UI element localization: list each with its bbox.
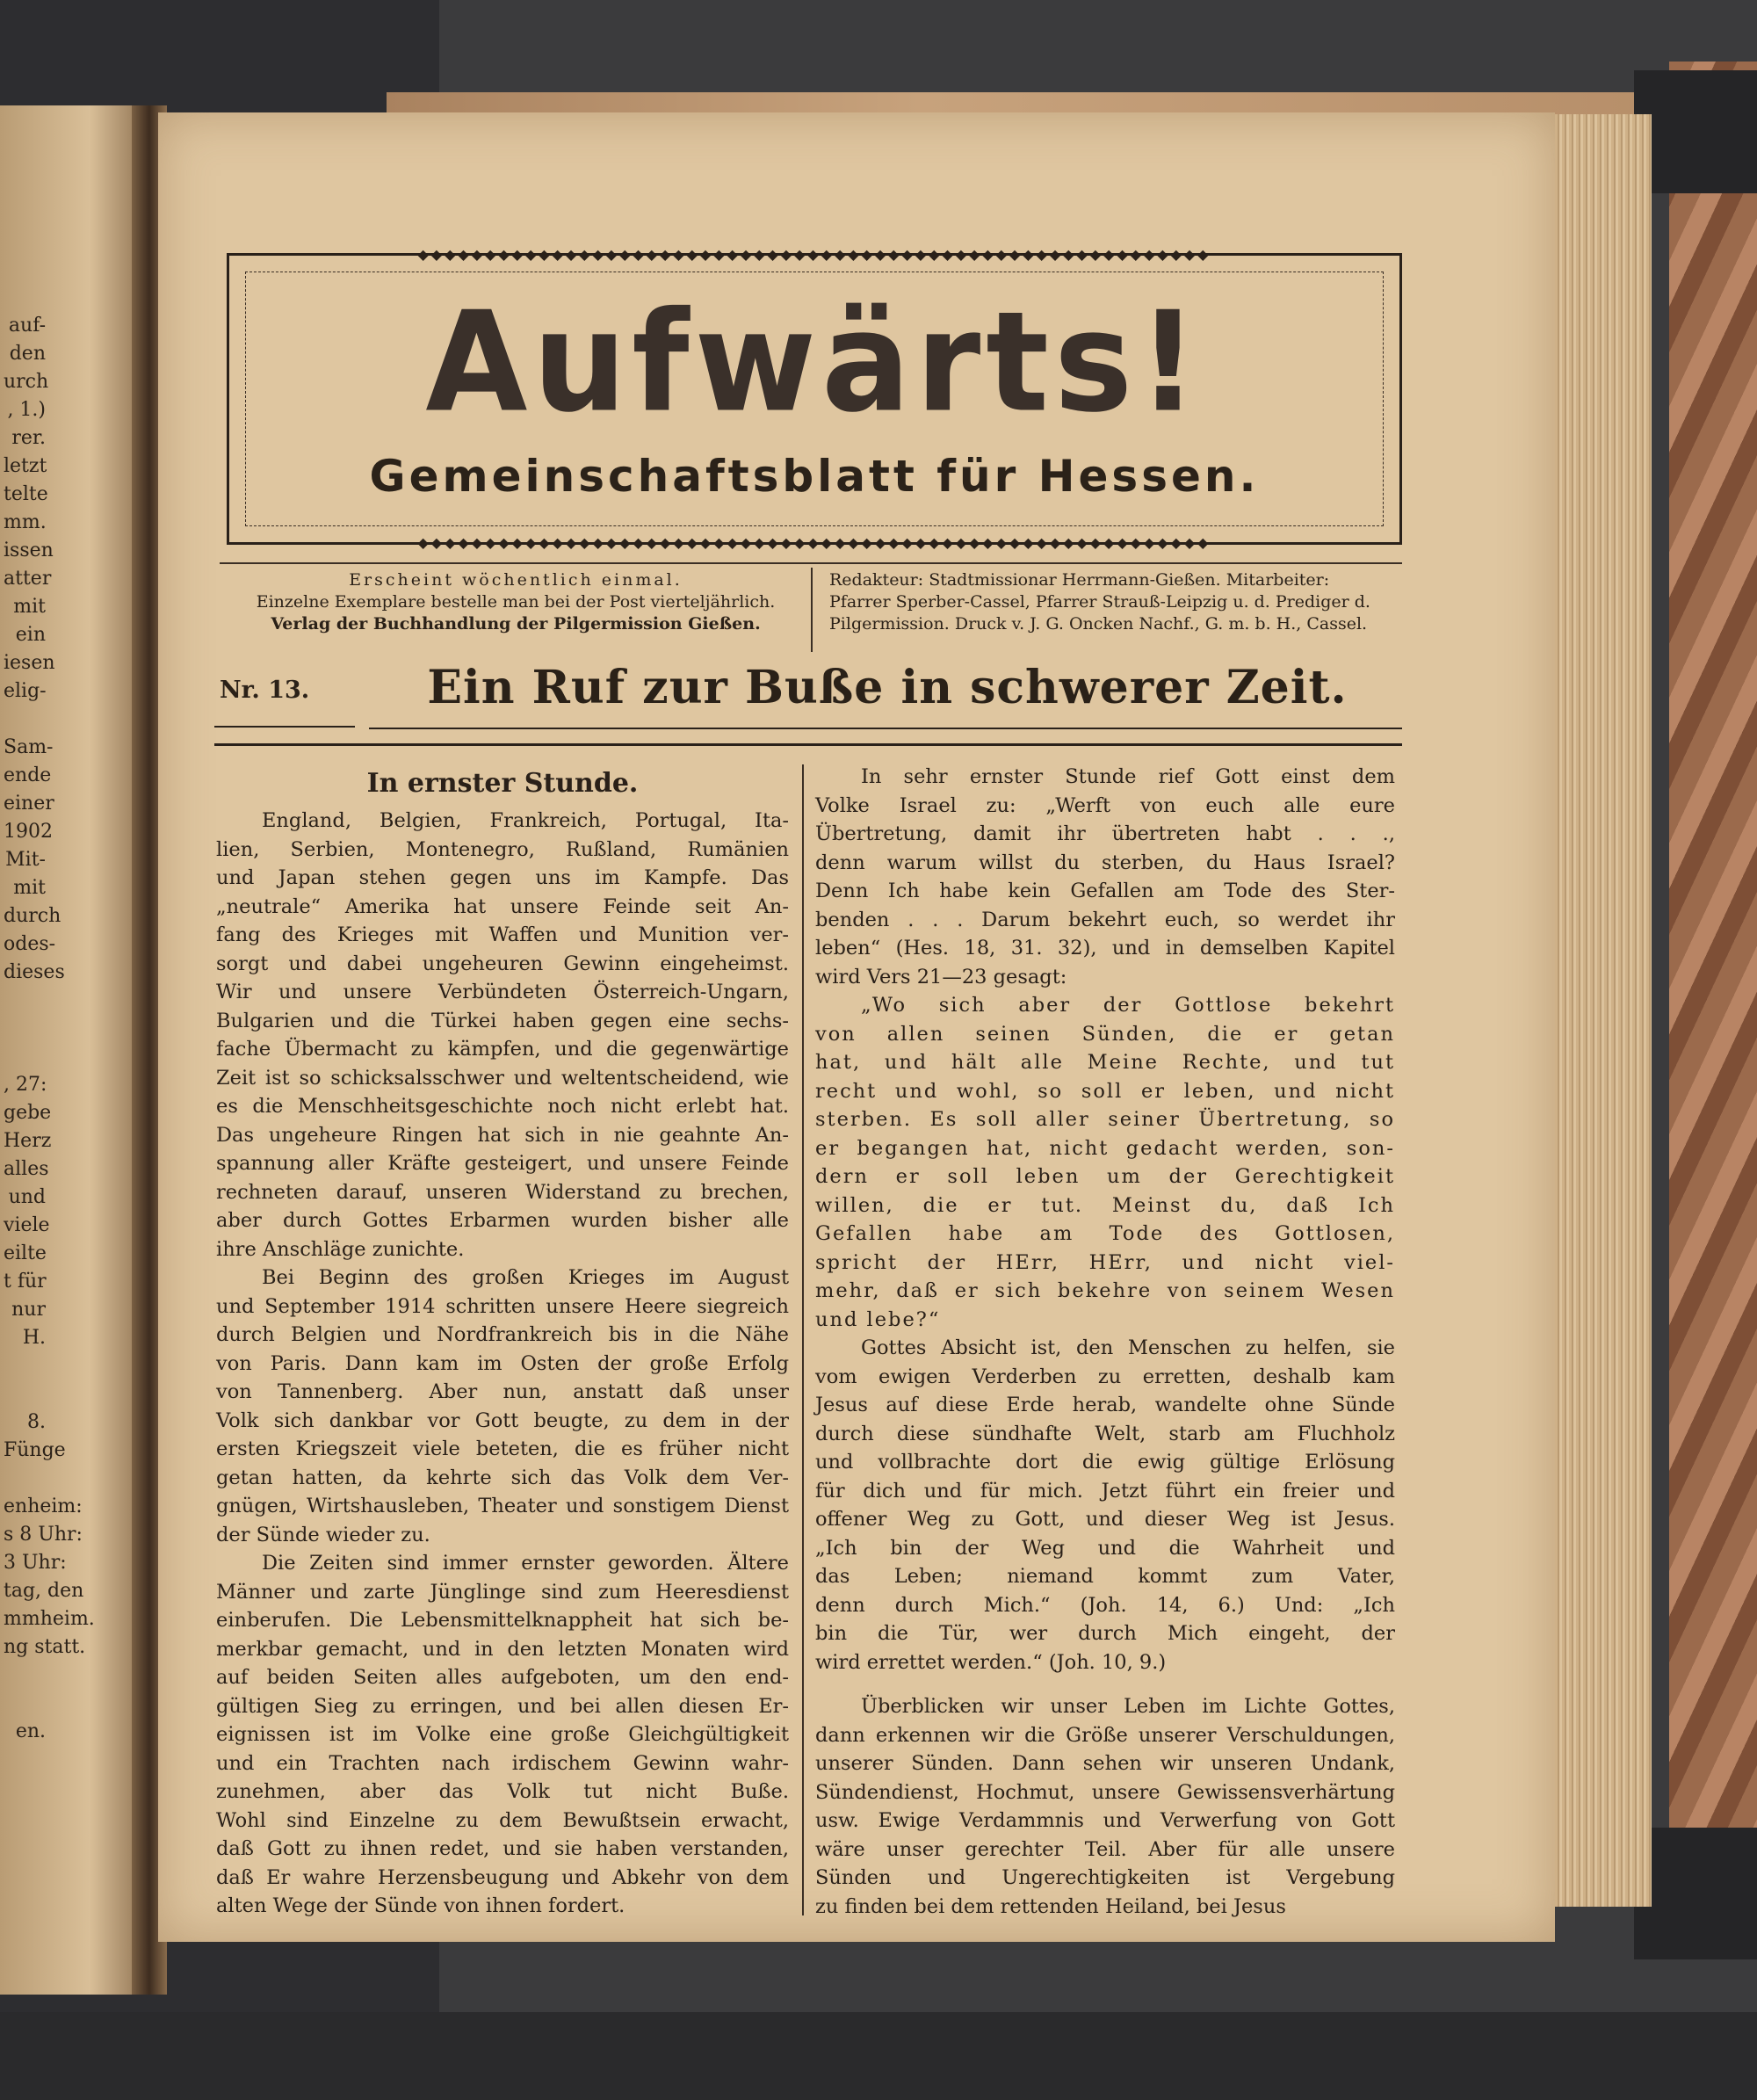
left-fragment-line: , 1.) [7,399,46,421]
headline-rule-bottom [214,743,1402,746]
article-line: Denn Ich habe kein Gefallen am Tode des Ster- [815,880,1395,902]
cover-corner-bottom [1634,1828,1757,1959]
article-line: fache Übermacht zu kämpfen, und die gegenwärtige [216,1038,789,1061]
article-line: aber durch Gottes Erbarmen wurden bisher alle [216,1209,789,1232]
headline-rule-left [214,726,355,728]
article-line: vom ewigen Verderben zu erretten, deshalb kam [815,1365,1395,1388]
article-line: Überblicken wir unser Leben im Lichte Gottes, [861,1695,1395,1718]
column-divider [802,764,804,1915]
left-fragment-line: issen [4,539,54,561]
left-fragment-line: elig- [4,680,47,702]
left-fragment-line: urch [4,371,49,393]
cover-corner-top [1634,70,1757,193]
article-line: recht und wohl, so soll er leben, und nicht [815,1079,1395,1103]
publication-frequency: Erscheint wöchentlich einmal. [349,570,683,590]
left-fragment-line: t für [4,1271,47,1293]
article-line: sterben. Es soll aller seiner Übertretung, so [815,1108,1395,1131]
article-line: eignissen ist im Volke eine große Gleichgültigkeit [216,1723,789,1746]
article-line: zu finden bei dem rettenden Heiland, bei Jesus [815,1894,1286,1918]
newspaper-subtitle: Gemeinschaftsblatt für Hessen. [369,451,1260,502]
article-line: bin die Tür, wer durch Mich eingeht, der [815,1622,1395,1645]
article-line: Gottes Absicht ist, den Menschen zu helfen, sie [861,1336,1395,1359]
issue-number: Nr. 13. [220,677,310,704]
left-fragment-line: ein [15,624,46,646]
left-fragment-line: mit [13,596,46,618]
article-line: einberufen. Die Lebensmittelknappheit hat sich be- [216,1609,789,1632]
contributors-line: Pfarrer Sperber-Cassel, Pfarrer Strauß-Leipzig u. d. Prediger d. [829,592,1370,612]
left-fragment-line [4,1015,46,1043]
article-line: daß Er wahre Herzensbeugung und Abkehr von dem [216,1865,789,1889]
left-fragment-line: atter [4,568,52,590]
article-line: wäre unser gerechter Teil. Aber für alle unsere [815,1837,1395,1861]
article-line: durch diese sündhafte Welt, starb am Fluchholz [815,1422,1395,1445]
article-line: fang des Krieges mit Waffen und Munition ver- [216,923,789,946]
left-fragment-line: nur [11,1299,46,1321]
left-page [0,105,149,1995]
article-line: hat, und hält alle Meine Rechte, und tut [815,1051,1395,1074]
article-line: durch Belgien und Nordfrankreich bis in die Nähe [216,1323,789,1346]
article-line: „neutrale“ Amerika hat unsere Feinde seit An- [216,894,789,918]
headline: Ein Ruf zur Buße in schwerer Zeit. [427,661,1348,714]
left-fragment-line [4,1352,46,1380]
right-column-text [815,763,1395,1921]
left-fragment-line: 8. [27,1411,46,1433]
article-column-left [216,766,789,1921]
left-fragment-line: , 27: [4,1074,47,1096]
masthead-ornament-top: ◆◆◆◆◆◆◆◆◆◆◆◆◆◆◆◆◆◆◆◆◆◆◆◆◆◆◆◆◆◆◆◆◆◆◆◆◆◆◆◆◆◆◆◆◆◆◆◆◆◆◆◆◆◆◆◆◆◆◆ [417,246,1211,263]
left-fragment-line [4,1043,46,1071]
left-fragment-line: en. [15,1720,46,1742]
publication-info [230,569,801,635]
info-top-rule [220,562,1402,564]
article-line: willen, die er tut. Meinst du, daß Ich [815,1193,1395,1217]
left-fragment-line: odes- [4,933,56,955]
article-line: Die Zeiten sind immer ernster geworden. Ältere [262,1552,789,1575]
article-line: Sündendienst, Hochmut, unsere Gewissensverhärtung [815,1780,1395,1804]
left-fragment-line: alles [4,1158,49,1180]
article-line: „Ich bin der Weg und die Wahrheit und [815,1536,1395,1560]
article-line: gnügen, Wirtshausleben, Theater und sonstigem Dienst [216,1495,789,1517]
article-line: lien, Serbien, Montenegro, Rußland, Rumänien [216,837,789,861]
left-fragment-line: einer [4,793,54,815]
article-line: denn warum willst du sterben, du Haus Israel? [815,851,1395,874]
article-line: es die Menschheitsgeschichte noch nicht erlebt hat. [216,1095,789,1118]
article-line: ihre Anschläge zunichte. [216,1237,465,1261]
left-fragment-line [4,987,46,1015]
section-heading: In ernster Stunde. [366,768,639,799]
left-fragment-line: durch [4,905,61,927]
left-fragment-line: mit [13,877,46,899]
left-fragment-line [4,1380,46,1408]
left-fragment-line [4,1690,46,1718]
article-line: dann erkennen wir die Größe unserer Verschuldungen, [815,1723,1395,1747]
article-line: das Leben; niemand kommt zum Vater, [815,1565,1395,1588]
headline-rule-right [369,728,1402,729]
article-line: er begangen hat, nicht gedacht werden, son- [815,1136,1395,1160]
article-line: In sehr ernster Stunde rief Gott einst dem [861,765,1395,788]
left-fragment-line: mmheim. [4,1608,95,1630]
masthead-frame [227,246,1402,551]
article-line: Das ungeheure Ringen hat sich in nie geahnte An- [216,1123,789,1147]
article-line: sorgt und dabei ungeheuren Gewinn eingeheimst. [216,952,789,975]
article-line: Jesus auf diese Erde herab, wandelte ohne Sünde [815,1394,1395,1416]
article-line: Wir und unsere Verbündeten Österreich-Ungarn, [216,981,789,1003]
left-fragment-line: 1902 [4,821,53,843]
article-line: von Tannenberg. Aber nun, anstatt daß unser [216,1380,789,1403]
article-line: spricht der HErr, HErr, und nicht viel- [815,1250,1395,1274]
article-line: benden . . . Darum bekehrt euch, so werdet ihr [815,908,1395,931]
article-line: mehr, daß er sich bekehre von seinem Wesen [815,1279,1395,1302]
article-line: Sünden und Ungerechtigkeiten ist Vergebung [815,1866,1395,1889]
publisher: Verlag der Buchhandlung der Pilgermission Gießen. [271,614,761,634]
article-line: dern er soll leben um der Gerechtigkeit [815,1165,1395,1188]
article-line: merkbar gemacht, und in den letzten Monaten wird [216,1637,789,1661]
article-line: Übertretung, damit ihr übertreten habt . . ., [815,822,1395,845]
article-line: ersten Kriegszeit viele beteten, die es früher nicht [216,1437,789,1460]
left-fragment-line: H. [22,1327,46,1349]
editor-line: Redakteur: Stadtmissionar Herrmann-Gießen. Mitarbeiter: [829,570,1330,590]
marbled-cover [1669,62,1757,1959]
article-line: denn durch Mich.“ (Joh. 14, 6.) Und: „Ich [815,1593,1395,1617]
left-fragment-line: dieses [4,961,65,983]
left-fragment-line [4,706,46,734]
masthead-ornament-bottom: ◆◆◆◆◆◆◆◆◆◆◆◆◆◆◆◆◆◆◆◆◆◆◆◆◆◆◆◆◆◆◆◆◆◆◆◆◆◆◆◆◆◆◆◆◆◆◆◆◆◆◆◆◆◆◆◆◆◆◆ [417,534,1211,551]
article-line: spannung aller Kräfte gesteigert, und unsere Feinde [216,1152,789,1175]
subscription-note: Einzelne Exemplare bestelle man bei der Post vierteljährlich. [256,592,776,612]
article-line: daß Gott zu ihnen redet, und sie haben verstanden, [216,1837,789,1860]
editorial-info [829,569,1400,635]
article-line: für dich und für mich. Jetzt führt ein freier und [815,1479,1395,1503]
article-column-right [815,763,1395,1921]
left-fragment-line: letzt [4,455,47,477]
article-line: rechneten darauf, unseren Widerstand zu brechen, [216,1180,789,1204]
article-line: getan hatten, da kehrte sich das Volk dem Ver- [216,1466,789,1489]
newspaper-title: Aufwärts! [425,282,1204,444]
article-line: von Paris. Dann kam im Osten der große Erfolg [216,1351,789,1375]
paragraph-gap [815,1676,1395,1692]
article-line: gültigen Sieg zu erringen, und bei allen diesen Er- [216,1694,789,1718]
left-fragment-line: Mit- [5,849,46,871]
left-fragment-line: Herz [4,1130,52,1152]
left-fragment-line: viele [4,1214,50,1236]
article-line: auf beiden Seiten alles aufgeboten, um den end- [216,1666,789,1689]
left-fragment-line: mm. [4,511,47,533]
left-fragment-line: gebe [4,1102,52,1124]
page-edges [1555,114,1652,1907]
left-fragment-line: eilte [4,1242,47,1264]
left-fragment-line: ende [4,764,52,786]
left-page-text-fragment [4,312,95,1746]
left-fragment-line [4,1662,46,1690]
article-line: und lebe?“ [815,1307,941,1331]
info-divider [811,568,813,652]
left-fragment-line: und [8,1186,46,1208]
left-fragment-line: enheim: [4,1495,83,1517]
article-line: Wohl sind Einzelne zu dem Bewußtsein erwacht, [216,1808,789,1832]
article-line: der Sünde wieder zu. [216,1523,430,1546]
article-line: wird errettet werden.“ (Joh. 10, 9.) [815,1650,1167,1674]
article-line: Gefallen habe am Tode des Gottlosen, [815,1222,1395,1245]
left-fragment-line: auf- [8,315,46,337]
article-line: wird Vers 21—23 gesagt: [815,965,1067,988]
article-line: Volke Israel zu: „Werft von euch alle eure [815,793,1395,817]
article-line: England, Belgien, Frankreich, Portugal, Ita- [262,809,789,832]
article-line: leben“ (Hes. 18, 31. 32), und in demselben Kapitel [815,937,1395,959]
article-line: zunehmen, aber das Volk tut nicht Buße. [216,1780,789,1803]
left-fragment-line: Fünge [4,1439,66,1461]
left-fragment-line [4,1465,46,1493]
article-line: „Wo sich aber der Gottlose bekehrt [861,994,1395,1017]
left-column-text [216,807,789,1921]
left-fragment-line: s 8 Uhr: [4,1524,83,1546]
article-line: von allen seinen Sünden, die er getan [815,1022,1395,1046]
left-fragment-line: den [9,343,46,365]
article-line: Volk sich dankbar vor Gott beugte, zu dem in der [216,1408,789,1432]
printer-line: Pilgermission. Druck v. J. G. Oncken Nachf., G. m. b. H., Cassel. [829,614,1368,634]
left-fragment-line: iesen [4,652,55,674]
left-fragment-line: tag, den [4,1580,84,1602]
article-line: Bei Beginn des großen Krieges im August [262,1266,789,1289]
article-line: und September 1914 schritten unsere Heere siegreich [216,1294,789,1318]
article-line: und ein Trachten nach irdischem Gewinn wahr- [216,1751,789,1775]
article-line: Bulgarien und die Türkei haben gegen eine sechs- [216,1009,789,1032]
background-bottom [0,2012,1757,2100]
article-line: und vollbrachte dort die ewig gültige Erlösung [815,1451,1395,1474]
article-line: unserer Sünden. Dann sehen wir unseren Undank, [815,1752,1395,1775]
article-line: usw. Ewige Verdammnis und Verwerfung von Gott [815,1809,1395,1832]
article-line: und Japan stehen gegen uns im Kampfe. Das [216,866,789,889]
article-line: Männer und zarte Jünglinge sind zum Heeresdienst [216,1580,789,1604]
left-fragment-line: rer. [11,427,46,449]
left-fragment-line: 3 Uhr: [4,1552,67,1574]
article-line: offener Weg zu Gott, und dieser Weg ist Jesus. [815,1508,1395,1531]
article-line: alten Wege der Sünde von ihnen fordert. [216,1894,625,1917]
article-line: Zeit ist so schicksalsschwer und weltentscheidend, wie [216,1066,789,1090]
left-fragment-line: ng statt. [4,1636,86,1658]
left-fragment-line: telte [4,483,48,505]
left-fragment-line: Sam- [4,736,54,758]
